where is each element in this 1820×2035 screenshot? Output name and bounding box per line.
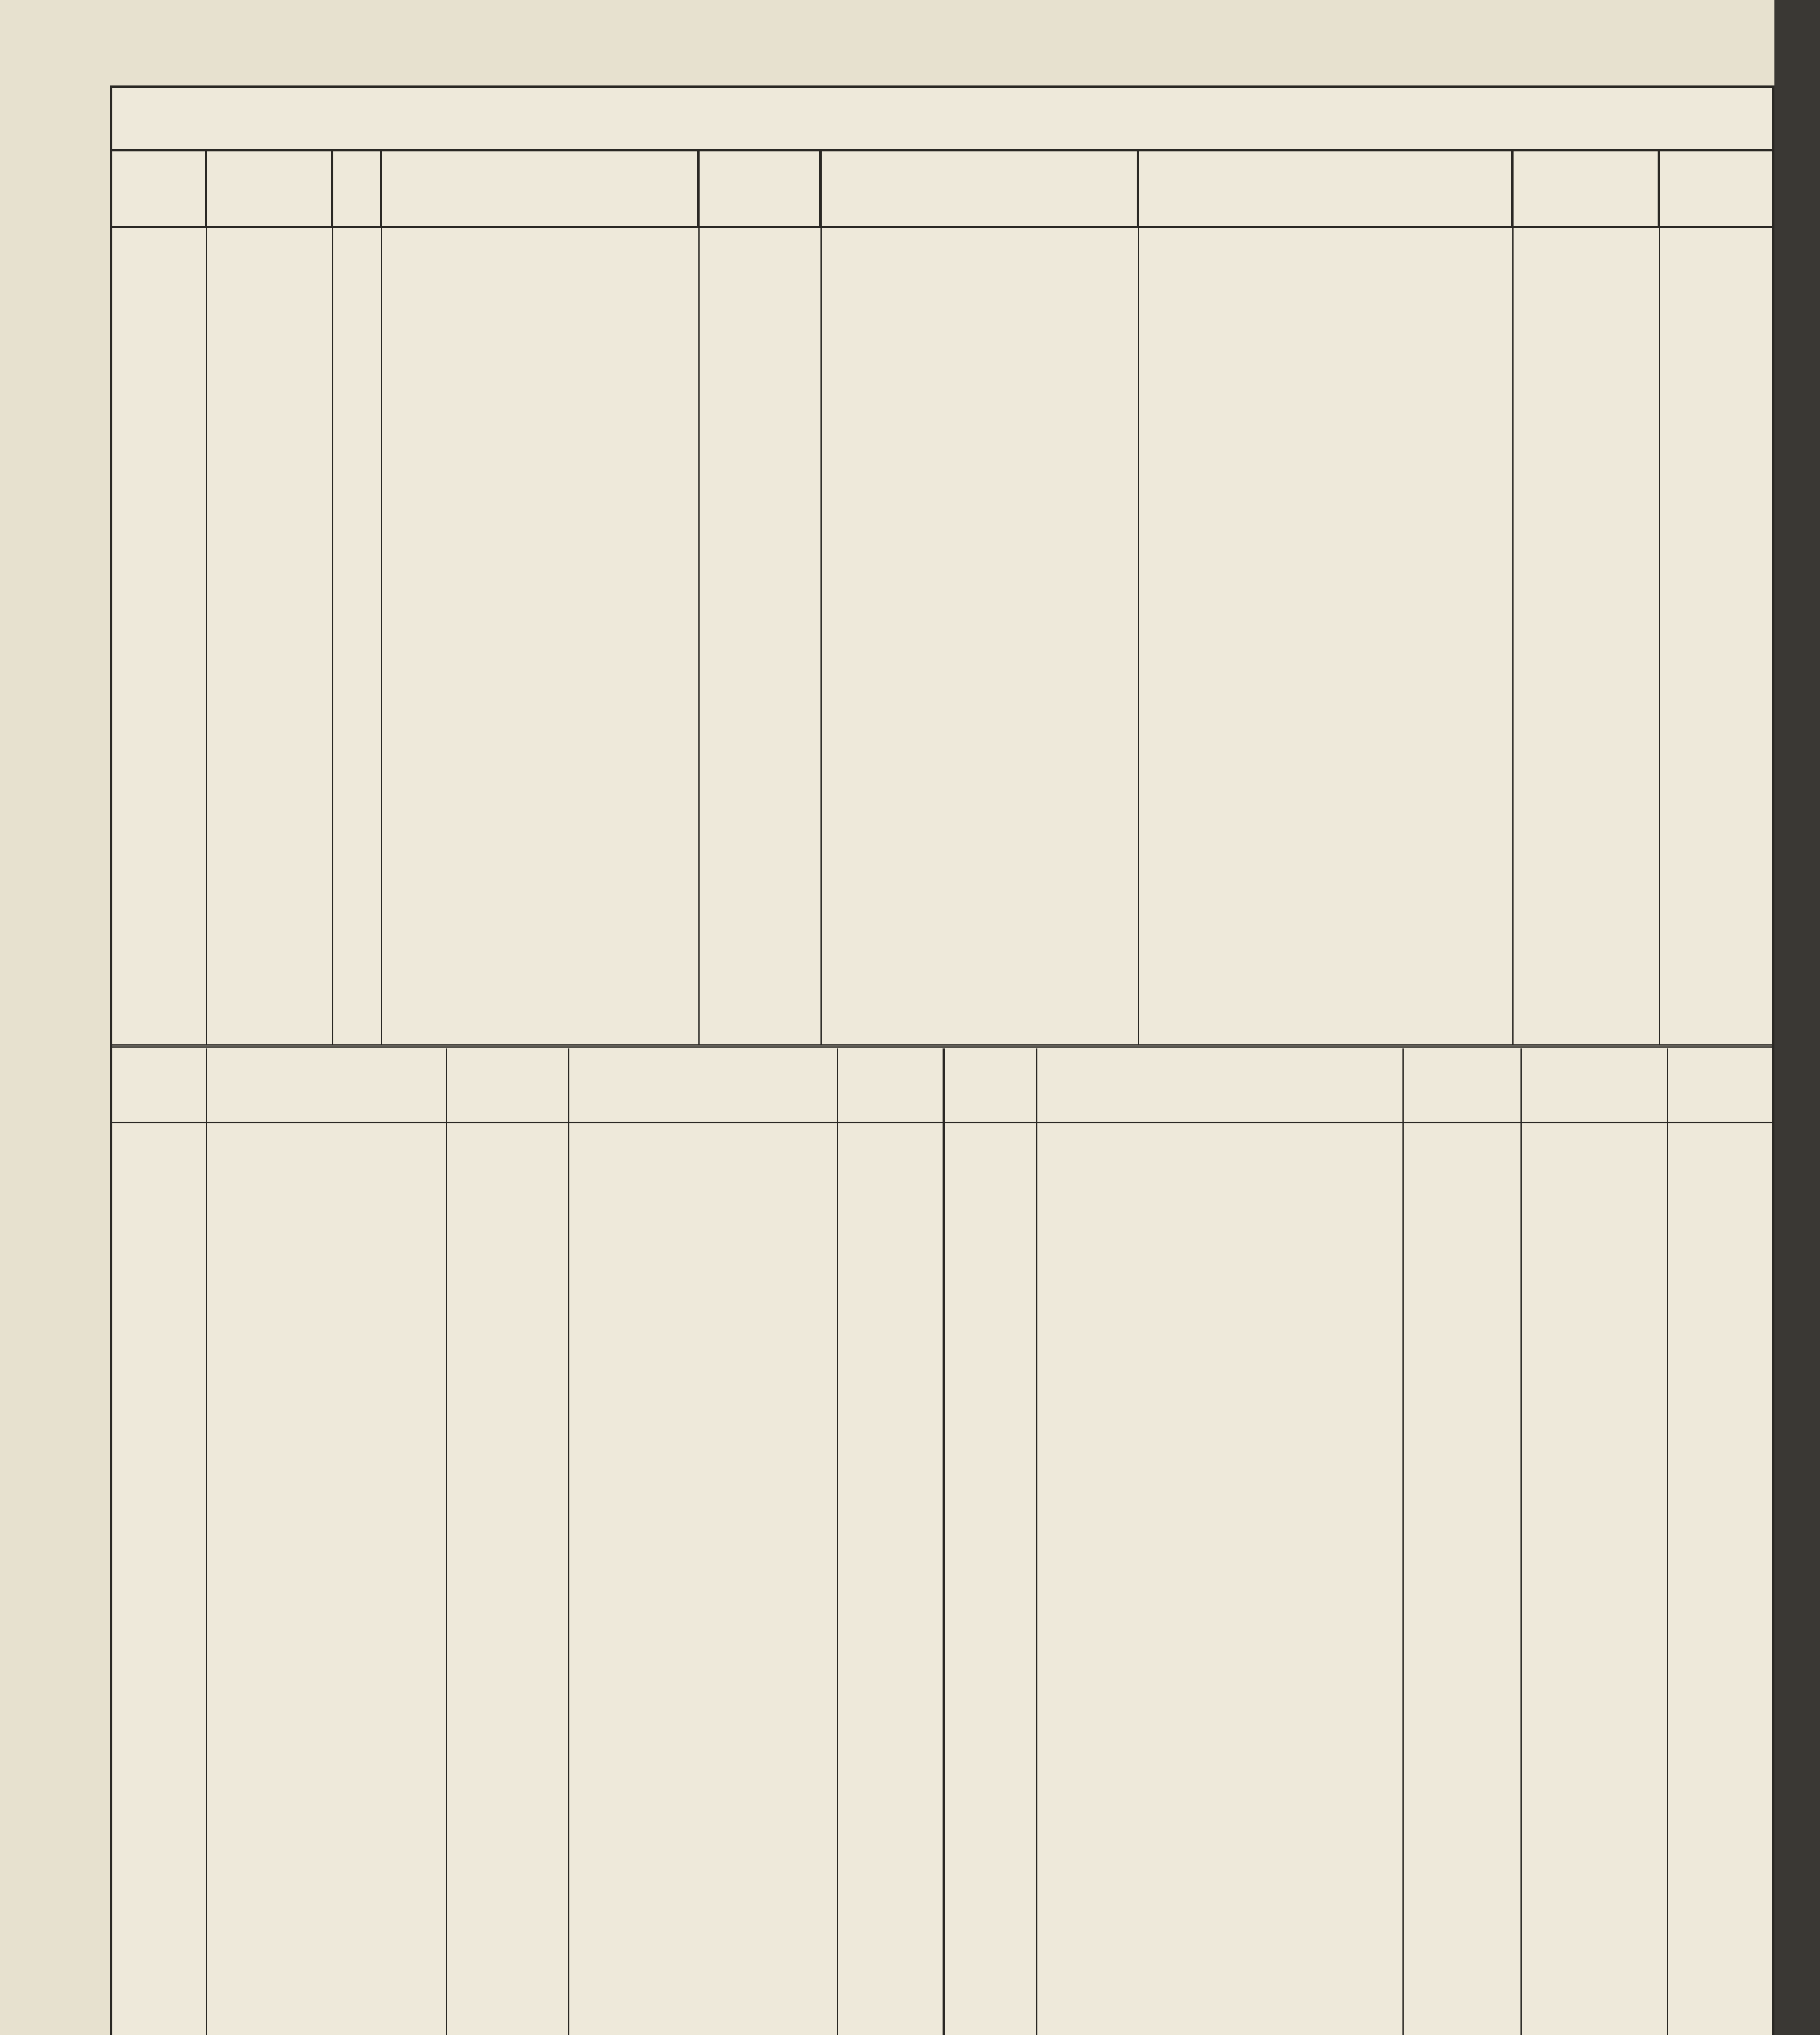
hdr-jouissance [698,149,820,226]
top-table-header [112,149,1772,228]
hdr-reports [206,149,332,226]
bottom-table-header [112,1048,1772,1123]
page-header [112,88,1772,151]
top-quotation-table [112,149,1772,1048]
hdr-a-terme [1138,149,1512,226]
vertical-note [894,1964,918,2035]
bottom-quotation-tables [112,1048,1772,2035]
hdr-au-comptant [820,149,1138,226]
hdr-cours [332,149,381,226]
hdr-cloture [1512,149,1659,226]
binding-edge [1774,0,1820,2035]
newspaper-page [110,85,1774,2035]
hdr-designation [381,149,698,226]
hdr-interets [1659,149,1772,226]
hdr-taux [112,149,206,226]
